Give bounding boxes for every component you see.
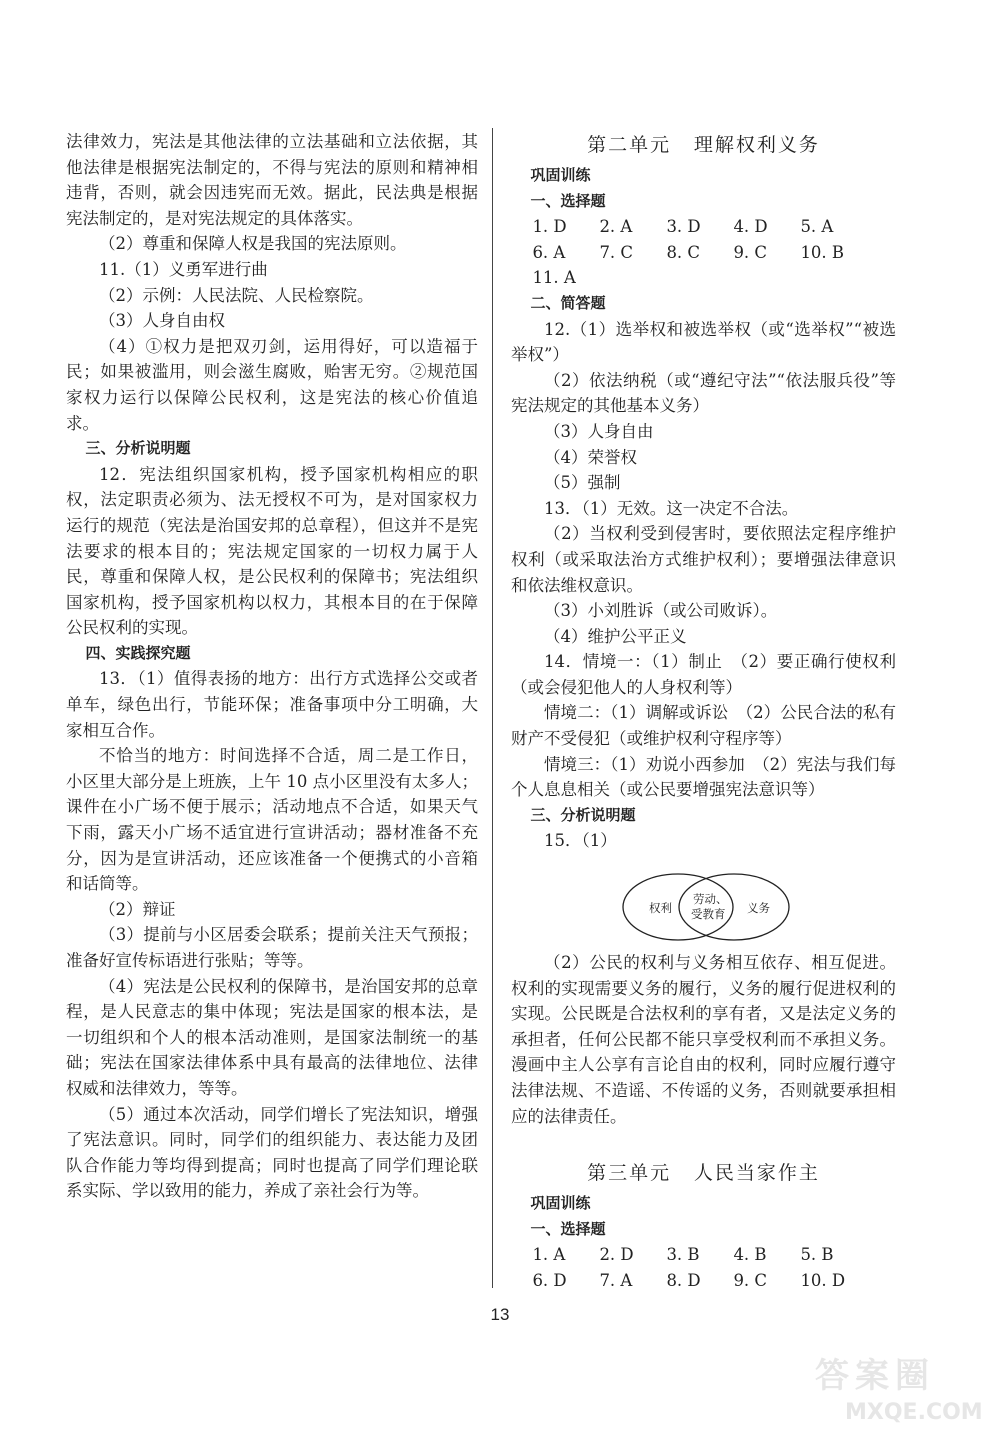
answer-item: 10. B (800, 242, 845, 262)
column-divider (492, 128, 493, 1288)
unit-title (511, 1157, 896, 1189)
answer-item: 9. C (733, 242, 768, 262)
watermark-url: MXQE.COM (845, 1400, 983, 1425)
paragraph: （2）依法纳税（或“遵纪守法”“依法服兵役”等宪法规定的其他基本义务） (511, 370, 896, 416)
section-heading: 一、选择题 (530, 1219, 606, 1238)
paragraph: （3）小刘胜诉（或公司败诉）。 (544, 601, 778, 621)
answer-item: 1. A (532, 1245, 566, 1265)
paragraph: 14．情境一：（1）制止 （2）要正确行使权利（或会侵犯他人的人身权利等） (511, 652, 896, 697)
section-heading: 一、选择题 (530, 191, 606, 210)
answer-item: 2. D (599, 1245, 634, 1265)
section-heading: 三、分析说明题 (85, 439, 191, 458)
paragraph: 13．（1）值得表扬的地方：出行方式选择公交或者单车，绿色出行，节能环保；准备事项中分工明确，大家相互合作。 (66, 669, 478, 740)
spacer (511, 1129, 896, 1157)
paragraph: 13．（1）无效。这一决定不合法。 (544, 498, 799, 518)
paragraph: （3）人身自由权 (99, 311, 225, 331)
paragraph: （4）维护公平正义 (544, 626, 687, 646)
answer-item: 5. A (800, 217, 834, 237)
answer-item: 10. D (800, 1270, 846, 1290)
paragraph: （5）通过本次活动，同学们增长了宪法知识，增强了宪法意识。同时，同学们的组织能力、表达能力及团队合作能力等均得到提高；同时也提高了同学们理论联系实际、学以致用的能力，养成了亲社会行为等。 (66, 1104, 478, 1201)
paragraph: （2）尊重和保障人权是我国的宪法原则。 (99, 234, 407, 254)
section-heading: 三、分析说明题 (530, 805, 636, 824)
answer-row (511, 214, 896, 240)
subsection-heading: 巩固训练 (530, 166, 591, 184)
paragraph: 情境三：（1）劝说小西参加 （2）宪法与我们每个人息息相关（或公民要增强宪法意识等） (511, 754, 896, 800)
answer-item: 7. A (599, 1270, 633, 1290)
paragraph: （4）宪法是公民权利的保障书，是治国安邦的总章程，是人民意志的集中体现；宪法是国家的根本法，是一切组织和个人的根本活动准则，是国家法制统一的基础；宪法在国家法律体系中具有最高的法律地位、法律权威和法律效力，等等。 (66, 976, 478, 1098)
paragraph: （3）人身自由 (544, 421, 654, 441)
answer-item: 8. D (666, 1270, 701, 1290)
paragraph: （2）公民的权利与义务相互依存、相互促进。权利的实现需要义务的履行，义务的履行促进权利的实现。公民既是合法权利的享有者，又是法定义务的承担者，任何公民都不能只享受权利而不承担义务。漫画中主人公享有言论自由的权利，同时应履行遵守法律法规、不造谣、不传谣的义务，否则就要承担相应的法律责任。 (511, 953, 896, 1126)
answer-item: 11. A (532, 268, 576, 288)
answer-row (511, 265, 896, 291)
paragraph: （3）提前与小区居委会联系；提前关注天气预报；准备好宣传标语进行张贴；等等。 (66, 925, 478, 970)
unit-number: 第三单元 (587, 1162, 672, 1185)
answer-item: 6. A (532, 242, 566, 262)
answer-item: 5. B (800, 1245, 834, 1265)
answer-item: 9. C (733, 1270, 768, 1290)
right-column (511, 129, 896, 1294)
paragraph: 法律效力，宪法是其他法律的立法基础和立法依据，其他法律是根据宪法制定的，不得与宪法的原则和精神相违背，否则，就会因违宪而无效。据此，民法典是根据宪法制定的，是对宪法规定的具体落实。 (66, 132, 478, 228)
paragraph: 12．宪法组织国家机构，授予国家机构相应的职权，法定职责必须为、法无授权不可为，是对国家权力运行的规范（宪法是治国安邦的总章程），但这并不是宪法要求的根本目的；宪法规定国家的一切权力属于人民，尊重和保障人权，是公民权利的保障书；宪法组织国家机构，授予国家机构以权力，其根本目的在于保障公民权利的实现。 (66, 464, 478, 638)
venn-overlap-label-1: 劳动、 (693, 892, 728, 907)
paragraph: 11.（1）义勇军进行曲 (99, 259, 268, 279)
unit-number: 第二单元 (587, 134, 672, 156)
section-heading: 四、实践探究题 (85, 643, 191, 662)
answer-item: 8. C (666, 242, 701, 262)
paragraph: 情境二：（1）调解或诉讼 （2）公民合法的私有财产不受侵犯（或维护权利守程序等） (511, 703, 896, 749)
answer-row (511, 240, 896, 266)
watermark (815, 1348, 990, 1433)
paragraph: （2）示例：人民法院、人民检察院。 (99, 285, 374, 305)
unit-name: 理解权利义务 (693, 134, 820, 156)
answer-item: 3. B (666, 1245, 700, 1265)
answer-row (511, 1268, 896, 1294)
venn-diagram (511, 854, 896, 950)
paragraph: （4）荣誉权 (544, 447, 637, 467)
section-heading: 二、简答题 (530, 293, 606, 312)
unit-name: 人民当家作主 (693, 1162, 820, 1185)
paragraph: 15．（1） (544, 831, 617, 851)
answer-item: 4. D (733, 217, 768, 237)
subsection-heading: 巩固训练 (530, 1194, 591, 1213)
venn-svg (621, 868, 791, 946)
unit-title (511, 129, 896, 161)
paragraph: 12.（1）选举权和被选举权（或“选举权”“被选举权”） (511, 319, 896, 365)
answer-item: 4. B (733, 1245, 767, 1265)
paragraph: （2）辩证 (99, 899, 176, 919)
answer-row (511, 1242, 896, 1268)
answer-item: 6. D (532, 1270, 567, 1290)
left-column (66, 129, 478, 1204)
answer-item: 3. D (666, 217, 701, 237)
venn-overlap-label-2: 受教育 (691, 907, 726, 922)
paragraph: （2）当权利受到侵害时，要依照法定程序维护权利（或采取法治方式维护权利）；要增强法律意识和依法维权意识。 (511, 524, 896, 595)
venn-rights-label: 权利 (649, 901, 672, 916)
paragraph: （4）①权力是把双刃剑，运用得好，可以造福于民；如果被滥用，则会滋生腐败，贻害无穷。②规范国家权力运行以保障公民权利，这是宪法的核心价值追求。 (66, 336, 478, 433)
page-number: 13 (490, 1305, 510, 1324)
answer-item: 1. D (532, 217, 567, 237)
answer-item: 2. A (599, 217, 633, 237)
answer-item: 7. C (599, 242, 634, 262)
watermark-logo: 答案圈 (815, 1356, 935, 1396)
venn-duties-label: 义务 (747, 901, 770, 916)
paragraph: 不恰当的地方：时间选择不合适，周二是工作日，小区里大部分是上班族，上午 10 点小区里没有太多人；课件在小广场不便于展示；活动地点不合适，如果天气下雨，露天小广场不适宜进行宣讲活动；器材准备不充分，因为是宣讲活动，还应该准备一个便携式的小音箱和话筒等。 (66, 746, 478, 894)
paragraph: （5）强制 (544, 473, 621, 493)
